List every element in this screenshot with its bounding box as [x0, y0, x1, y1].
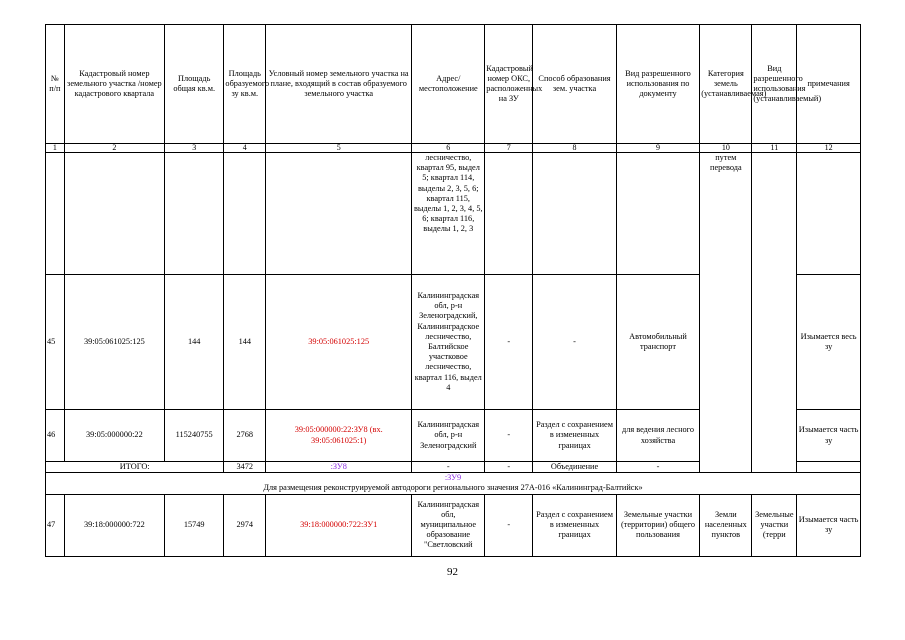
column-number: 1	[46, 144, 65, 153]
oks-cell: -	[485, 275, 533, 410]
area-new: 2768	[224, 410, 266, 462]
column-number: 7	[485, 144, 533, 153]
category-cell: Земли населенных пунктов	[700, 494, 752, 556]
header-cell: Площадь общая кв.м.	[164, 25, 223, 144]
header-row	[46, 25, 861, 144]
oks-cell: -	[485, 410, 533, 462]
address-cell: лесничество, квартал 95, выдел 5; квартал 114, выделы 2, 3, 5, 6; квартал 115, выделы 1, 2, 3, 4, 5, 6; квартал 116, выделы 1, 2, 3	[412, 153, 485, 275]
section-title: Для размещения реконструируемой автодороги регионального значения 27А-016 «Калининград-Балтийск»	[263, 483, 643, 493]
note-cell: Изымается часть зу	[797, 410, 861, 462]
conditional-number: 39:05:061025:125	[266, 275, 412, 410]
use-cell: Земельные участки (территории) общего пользования	[616, 494, 699, 556]
column-number: 6	[412, 144, 485, 153]
column-number: 4	[224, 144, 266, 153]
use-cell: Автомобильный транспорт	[616, 275, 699, 410]
total-address: -	[412, 462, 485, 473]
conditional-number: 39:18:000000:722:ЗУ1	[266, 494, 412, 556]
note-cell: Изымается часть зу	[797, 494, 861, 556]
method-cell: -	[533, 275, 616, 410]
header-cell: № п/п	[46, 25, 65, 144]
total-conditional-number: :ЗУ8	[266, 462, 412, 473]
row-number: 46	[46, 410, 65, 462]
table-row	[46, 153, 861, 275]
column-number: 11	[752, 144, 797, 153]
use-cell: для ведения лесного хозяйства	[616, 410, 699, 462]
header-cell: Кадастровый номер ОКС, расположенных на ЗУ	[485, 25, 533, 144]
area-total: 115240755	[164, 410, 223, 462]
note-cell: Изымается весь зу	[797, 275, 861, 410]
section-header	[46, 473, 861, 494]
total-method: Объединение	[533, 462, 616, 473]
conditional-number: 39:05:000000:22:ЗУ8 (вх. 39:05:061025:1)	[266, 410, 412, 462]
column-number: 2	[64, 144, 164, 153]
header-cell: Вид разрешенного использования (устанавливаемый)	[752, 25, 797, 144]
column-number: 8	[533, 144, 616, 153]
table-row	[46, 494, 861, 556]
area-new: 2974	[224, 494, 266, 556]
land-plots-table	[45, 24, 861, 557]
area-total: 144	[164, 275, 223, 410]
total-area: 3472	[224, 462, 266, 473]
address-cell: Калининградская обл, муниципальное образование "Светловский	[412, 494, 485, 556]
page-number: 92	[447, 566, 458, 578]
section-code: :ЗУ9	[444, 473, 462, 483]
area-new: 144	[224, 275, 266, 410]
column-number: 9	[616, 144, 699, 153]
address-cell: Калининградская обл, р-н Зеленоградский	[412, 410, 485, 462]
section-row	[46, 473, 861, 494]
row-number: 47	[46, 494, 65, 556]
header-cell: Способ образования зем. участка	[533, 25, 616, 144]
header-cell: Категория земель (устанавливаемая)	[700, 25, 752, 144]
header-cell: Условный номер земельного участка на плане, входящий в состав образуемого земельного участка	[266, 25, 412, 144]
total-label: ИТОГО:	[46, 462, 224, 473]
column-number: 3	[164, 144, 223, 153]
header-cell: Кадастровый номер земельного участка /номер кадастрового квартала	[64, 25, 164, 144]
header-cell: примечания	[797, 25, 861, 144]
column-number: 5	[266, 144, 412, 153]
method-cell: Раздел с сохранением в измененных границах	[533, 494, 616, 556]
oks-cell: -	[485, 494, 533, 556]
column-number: 10	[700, 144, 752, 153]
header-cell: Площадь образуемого зу кв.м.	[224, 25, 266, 144]
header-cell: Адрес/ местоположение	[412, 25, 485, 144]
total-oks: -	[485, 462, 533, 473]
cadastral-number: 39:05:061025:125	[64, 275, 164, 410]
vri-cell: Земельные участки (терри	[752, 494, 797, 556]
header-cell: Вид разрешенного использования по документу	[616, 25, 699, 144]
cadastral-number: 39:18:000000:722	[64, 494, 164, 556]
address-cell: Калининградская обл, р-н Зеленоградский, Калининградское лесничество, Балтийское участковое лесничество, квартал 116, выдел 4	[412, 275, 485, 410]
total-use: -	[616, 462, 699, 473]
column-number-row	[46, 144, 861, 153]
area-total: 15749	[164, 494, 223, 556]
column-number: 12	[797, 144, 861, 153]
category-cell: путем перевода	[700, 153, 752, 473]
method-cell: Раздел с сохранением в измененных границах	[533, 410, 616, 462]
cadastral-number: 39:05:000000:22	[64, 410, 164, 462]
row-number: 45	[46, 275, 65, 410]
